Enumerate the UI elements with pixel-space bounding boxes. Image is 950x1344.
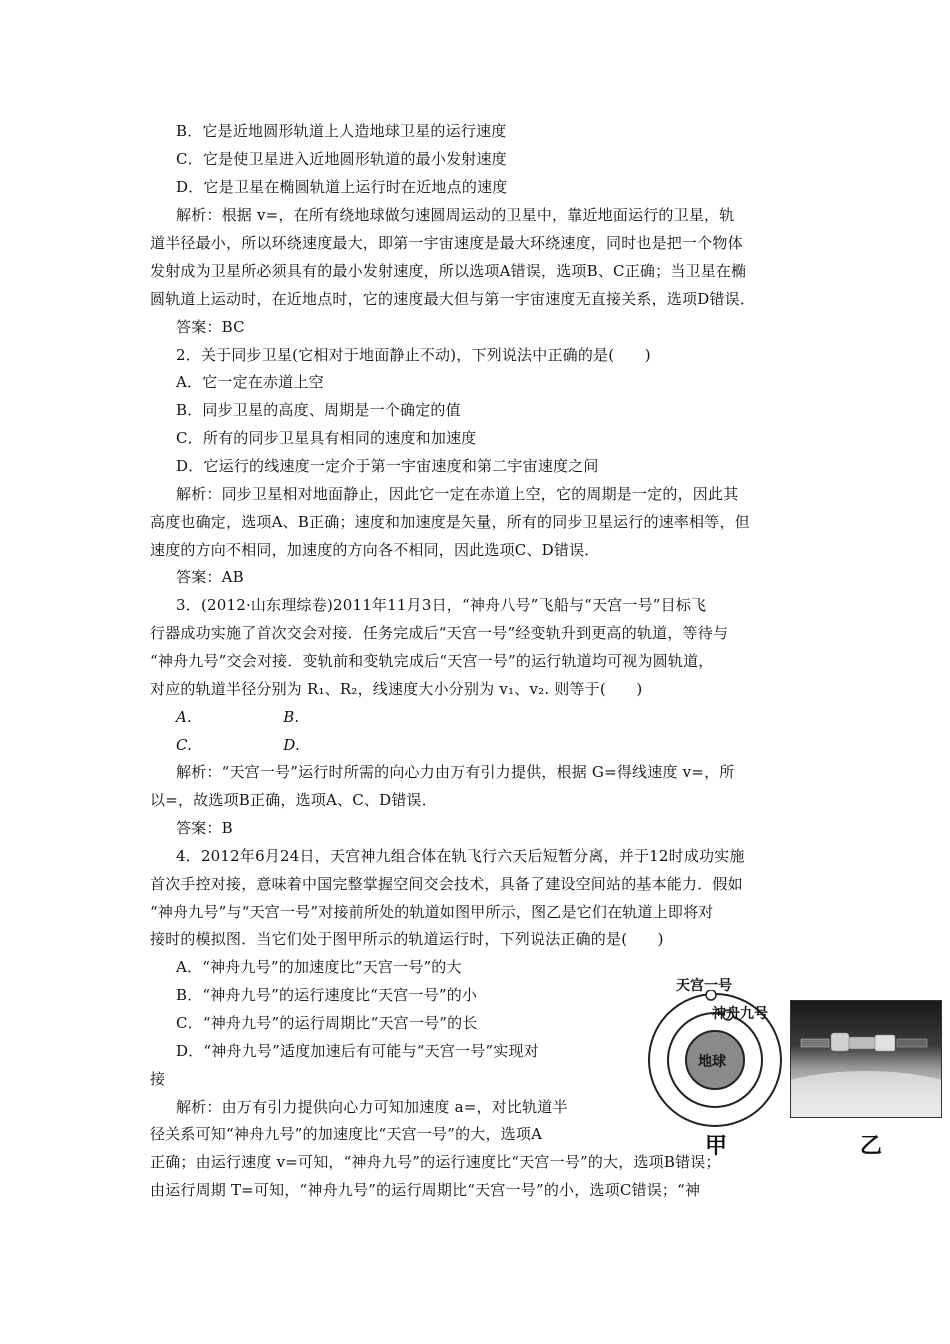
text-line: 答案：BC [176,318,245,336]
text-line: “神舟九号”交会对接．变轨前和变轨完成后“天宫一号”的运行轨道均可视为圆轨道， [150,652,714,670]
text-line: C. D. [176,736,300,754]
text-line: 径关系可知“神舟九号”的加速度比“天宫一号”的大，选项A [150,1125,543,1143]
text-line: B．同步卫星的高度、周期是一个确定的值 [176,401,461,419]
figure-caption-yi: 乙 [860,1134,883,1159]
text-line: 高度也确定，选项A、B正确；速度和加速度是矢量，所有的同步卫星运行的速率相等，但 [150,513,750,531]
text-line: C．所有的同步卫星具有相同的速度和加速度 [176,429,477,447]
spacecraft-illustration [791,1001,941,1117]
text-line: 由运行周期 T=可知，“神舟九号”的运行周期比“天宫一号”的小，选项C错误；“神 [150,1181,701,1199]
text-line: 圆轨道上运动时，在近地点时，它的速度最大但与第一宇宙速度无直接关系，选项D错误． [150,290,756,308]
text-line: 答案：AB [176,568,244,586]
text-line: 行器成功实施了首次交会对接．任务完成后“天宫一号”经变轨升到更高的轨道，等待与 [150,624,729,642]
text-line: 解析：同步卫星相对地面静止，因此它一定在赤道上空，它的周期是一定的，因此其 [176,485,739,503]
text-line: 发射成为卫星所必须具有的最小发射速度，所以选项A错误，选项B、C正确；当卫星在椭 [150,262,747,280]
text-line: 4．2012年6月24日，天宫神九组合体在轨飞行六天后短暂分离，并于12时成功实施 [176,847,745,865]
docking-photo [790,1000,942,1118]
text-line: 解析：根据 v=，在所有绕地球做匀速圆周运动的卫星中，靠近地面运行的卫星，轨 [176,206,735,224]
text-line: 道半径最小，所以环绕速度最大，即第一宇宙速度是最大环绕速度，同时也是把一个物体 [150,234,743,252]
text-line: A．“神舟九号”的加速度比“天宫一号”的大 [176,958,462,976]
text-line: D．它是卫星在椭圆轨道上运行时在近地点的速度 [176,178,508,196]
text-line: A．它一定在赤道上空 [176,373,324,391]
text-line: 正确；由运行速度 v=可知，“神舟九号”的运行速度比“天宫一号”的大，选项B错误； [150,1153,721,1171]
text-line: 速度的方向不相同，加速度的方向各不相同，因此选项C、D错误． [150,541,600,559]
text-line: B．它是近地圆形轨道上人造地球卫星的运行速度 [176,122,507,140]
shenzhou-label: 神舟九号 [712,1006,768,1022]
text-line: 解析：“天宫一号”运行时所需的向心力由万有引力提供，根据 G=得线速度 v=，所 [176,763,735,781]
text-line: 3．(2012·山东理综卷)2011年11月3日，“神舟八号”飞船与“天宫一号”目标飞 [176,596,707,614]
text-line: 首次手控对接，意味着中国完整掌握空间交会技术，具备了建设空间站的基本能力．假如 [150,875,743,893]
text-line: 以=，故选项B正确，选项A、C、D错误． [150,791,437,809]
text-line: D．“神舟九号”适度加速后有可能与“天宫一号”实现对 [176,1042,539,1060]
text-line: 接时的模拟图．当它们处于图甲所示的轨道运行时，下列说法正确的是( ) [150,930,664,948]
text-line: 答案：B [176,819,233,837]
text-line: “神舟九号”与“天宫一号”对接前所处的轨道如图甲所示，图乙是它们在轨道上即将对 [150,903,714,921]
text-line: 对应的轨道半径分别为 R₁、R₂，线速度大小分别为 v₁、v₂. 则等于( ) [150,680,643,698]
text-line: A. B. [176,708,300,726]
text-line: 解析：由万有引力提供向心力可知加速度 a=，对比轨道半 [176,1098,568,1116]
text-line: D．它运行的线速度一定介于第一宇宙速度和第二宇宙速度之间 [176,457,599,475]
text-line: C．“神舟九号”的运行周期比“天宫一号”的长 [176,1014,478,1032]
text-line: C．它是使卫星进入近地圆形轨道的最小发射速度 [176,150,507,168]
text-line: B．“神舟九号”的运行速度比“天宫一号”的小 [176,986,478,1004]
text-line: 接 [150,1070,166,1088]
tiangong-label: 天宫一号 [676,978,732,994]
text-line: 2．关于同步卫星(它相对于地面静止不动)，下列说法中正确的是( ) [176,346,651,364]
figure-caption-jia: 甲 [705,1134,728,1159]
earth-label: 地球 [698,1054,726,1070]
